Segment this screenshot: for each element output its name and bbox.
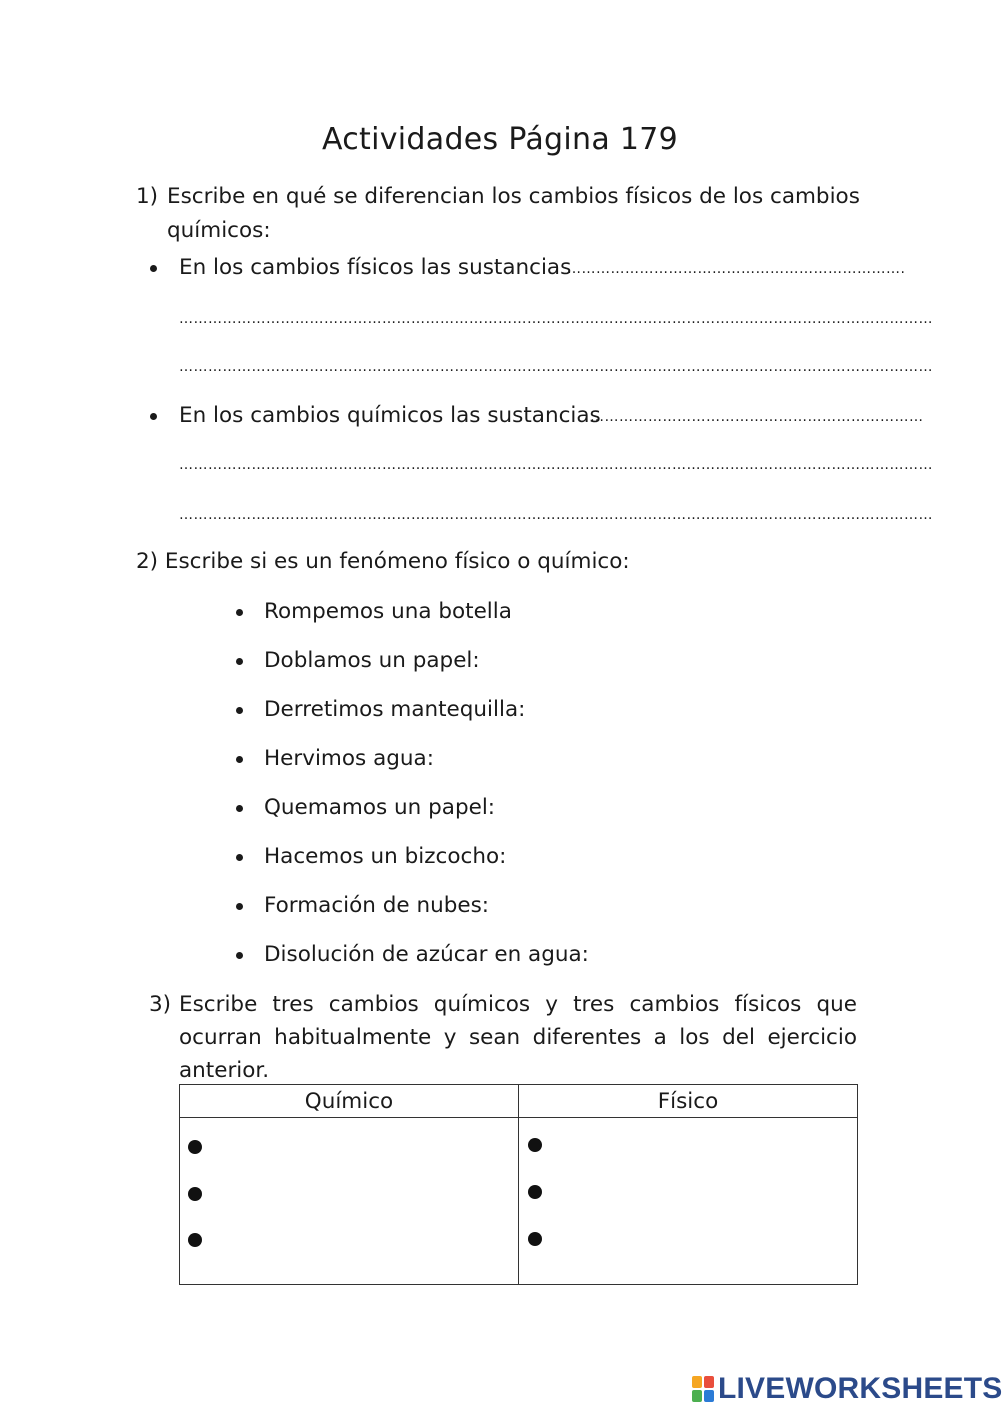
bullet-icon — [528, 1232, 542, 1246]
bullet-icon — [150, 413, 157, 420]
bullet-icon — [188, 1187, 202, 1201]
bullet-icon — [236, 609, 243, 616]
question-1-text-line2: químicos: — [167, 218, 271, 243]
bullet-icon — [236, 756, 243, 763]
question-3-text-line1: Escribe tres cambios químicos y tres cambios físicos que — [179, 992, 857, 1017]
column-header-chemical: Químico — [180, 1085, 519, 1118]
question-2-item: Rompemos una botella — [264, 599, 512, 624]
question-3-number: 3) — [149, 992, 172, 1017]
question-1-bullet-physical: En los cambios físicos las sustancias — [179, 255, 572, 280]
bullet-icon — [236, 658, 243, 665]
question-1-number: 1) — [136, 184, 159, 209]
page-title: Actividades Página 179 — [321, 122, 679, 157]
logo-icon — [692, 1376, 714, 1402]
answer-line-chemical-3[interactable]: ………………………………………………………………………………………………………………………………………… — [179, 507, 933, 523]
bullet-icon — [236, 707, 243, 714]
question-1-text-line1: Escribe en qué se diferencian los cambios físicos de los cambios — [167, 184, 860, 209]
answer-line-chemical-1[interactable]: …………………………………………………………… — [590, 409, 924, 425]
question-2-item: Disolución de azúcar en agua: — [264, 942, 589, 967]
question-2-item: Hervimos agua: — [264, 746, 434, 771]
question-2-item: Quemamos un papel: — [264, 795, 496, 820]
bullet-icon — [528, 1185, 542, 1199]
bullet-icon — [150, 265, 157, 272]
column-header-physical: Físico — [519, 1085, 858, 1118]
liveworksheets-logo — [692, 1374, 1003, 1404]
question-2-item: Derretimos mantequilla: — [264, 697, 526, 722]
answer-line-physical-1[interactable]: ……………………………………………………………. — [567, 261, 906, 277]
bullet-icon — [528, 1138, 542, 1152]
answer-table — [179, 1084, 858, 1285]
answer-line-physical-2[interactable]: ………………………………………………………………………………………………………………………………………… — [179, 311, 933, 327]
question-2-item: Doblamos un papel: — [264, 648, 480, 673]
question-1-bullet-chemical: En los cambios químicos las sustancias — [179, 403, 601, 428]
answer-line-physical-3[interactable]: ………………………………………………………………………………………………………………………………………… — [179, 359, 933, 375]
question-3-text-line3: anterior. — [179, 1058, 270, 1083]
question-2-item: Formación de nubes: — [264, 893, 490, 918]
bullet-icon — [236, 805, 243, 812]
bullet-icon — [188, 1140, 202, 1154]
question-2-prompt: 2) Escribe si es un fenómeno físico o químico: — [136, 549, 630, 574]
chemical-answers-cell[interactable] — [180, 1118, 519, 1285]
bullet-icon — [236, 903, 243, 910]
bullet-icon — [236, 952, 243, 959]
bullet-icon — [236, 854, 243, 861]
answer-line-chemical-2[interactable]: ………………………………………………………………………………………………………………………………………… — [179, 457, 933, 473]
logo-text: LIVEWORKSHEETS — [718, 1372, 1003, 1405]
question-2-item: Hacemos un bizcocho: — [264, 844, 507, 869]
question-3-text-line2: ocurran habitualmente y sean diferentes a los del ejercicio — [179, 1025, 857, 1050]
bullet-icon — [188, 1233, 202, 1247]
physical-answers-cell[interactable] — [519, 1118, 858, 1285]
